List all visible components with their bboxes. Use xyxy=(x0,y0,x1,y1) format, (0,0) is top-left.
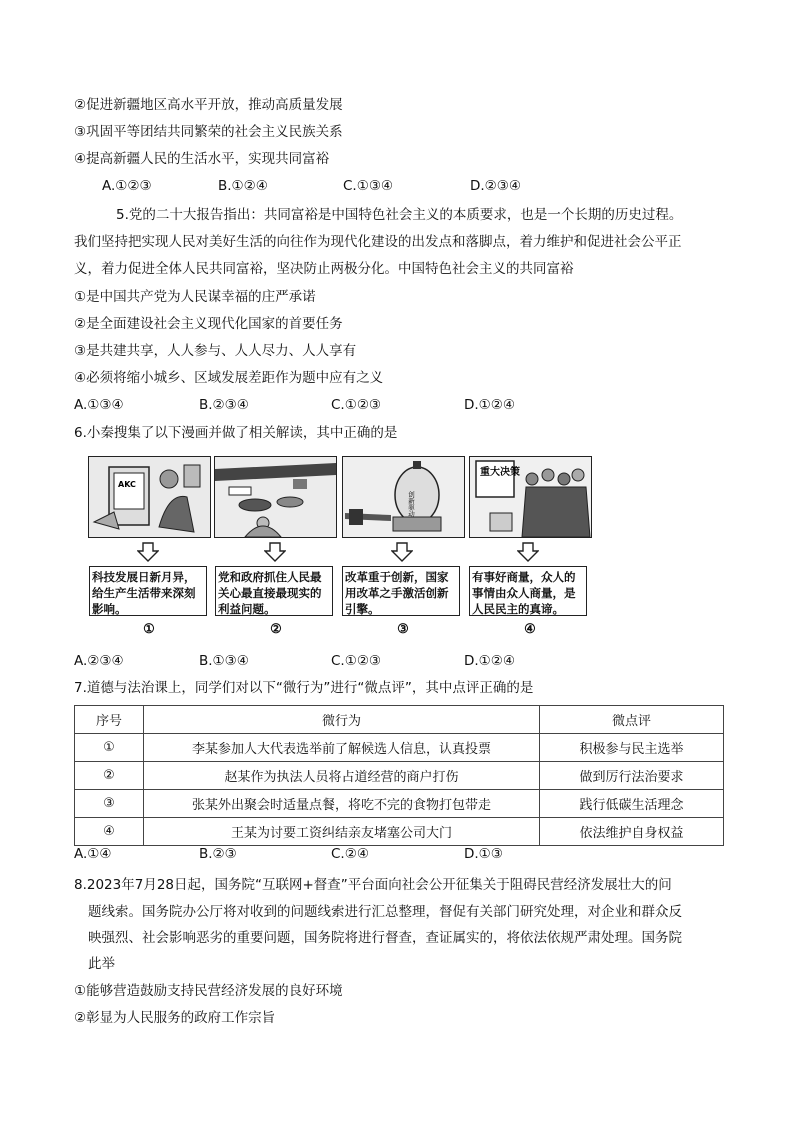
q5-stem-line-1: 5.党的二十大报告指出：共同富裕是中国特色社会主义的本质要求，也是一个长期的历史过程。 xyxy=(116,207,683,223)
cartoon-number-4: ④ xyxy=(524,622,536,637)
q7-option-b: B.②③ xyxy=(199,846,237,862)
cartoon-number-3: ③ xyxy=(397,622,409,637)
livelihood-cartoon-illustration xyxy=(215,457,336,537)
table-row xyxy=(75,762,724,790)
table-row xyxy=(75,790,724,818)
table-cell: ① xyxy=(75,734,144,762)
q6-option-b: B.①③④ xyxy=(199,653,249,669)
q8-item-1: ①能够营造鼓励支持民营经济发展的良好环境 xyxy=(74,983,343,999)
table-header-cell: 微行为 xyxy=(144,706,540,734)
table-cell: 王某为讨要工资纠结亲友堵塞公司大门 xyxy=(144,818,540,846)
q5-item-2: ②是全面建设社会主义现代化国家的首要任务 xyxy=(74,316,343,332)
table-cell: ② xyxy=(75,762,144,790)
cartoon-caption-1: 科技发展日新月异，给生产生活带来深刻影响。 xyxy=(89,566,207,616)
table-cell: 践行低碳生活理念 xyxy=(540,790,724,818)
down-arrow-icon xyxy=(137,542,159,562)
q8-stem-line-2: 题线索。国务院办公厅将对收到的问题线索进行汇总整理，督促有关部门研究处理，对企业和群众反 xyxy=(88,904,682,920)
down-arrow-icon xyxy=(517,542,539,562)
q5-stem-line-3: 义，着力促进全体人民共同富裕，坚决防止两极分化。中国特色社会主义的共同富裕 xyxy=(74,261,574,277)
q5-option-d: D.①②④ xyxy=(464,397,515,413)
q4-item-4: ④提高新疆人民的生活水平，实现共同富裕 xyxy=(74,151,330,167)
cartoon-caption-3: 改革重于创新，国家用改革之手激活创新引擎。 xyxy=(342,566,460,616)
cartoon-number-2: ② xyxy=(270,622,282,637)
table-cell: 积极参与民主选举 xyxy=(540,734,724,762)
table-row xyxy=(75,734,724,762)
q4-option-d: D.②③④ xyxy=(470,178,521,194)
behavior-table xyxy=(74,705,724,846)
q5-option-c: C.①②③ xyxy=(331,397,382,413)
q6-stem: 6.小秦搜集了以下漫画并做了相关解读，其中正确的是 xyxy=(74,425,398,441)
down-arrow-icon xyxy=(391,542,413,562)
q7-option-a: A.①④ xyxy=(74,846,112,862)
q4-option-c: C.①③④ xyxy=(343,178,394,194)
cartoon-panel-4 xyxy=(469,456,592,538)
table-cell: 做到厉行法治要求 xyxy=(540,762,724,790)
q6-option-a: A.②③④ xyxy=(74,653,124,669)
q5-stem-line-2: 我们坚持把实现人民对美好生活的向往作为现代化建设的出发点和落脚点，着力维护和促进社会公平正 xyxy=(74,234,682,250)
cartoon-panel-2 xyxy=(214,456,337,538)
democracy-cartoon-illustration xyxy=(470,457,591,537)
table-header-cell: 序号 xyxy=(75,706,144,734)
q5-item-1: ①是中国共产党为人民谋幸福的庄严承诺 xyxy=(74,289,316,305)
panel-4-label: 重大决策 xyxy=(480,467,520,478)
cartoon-caption-2: 党和政府抓住人民最关心最直接最现实的利益问题。 xyxy=(215,566,333,616)
down-arrow-icon xyxy=(264,542,286,562)
cartoon-number-1: ① xyxy=(143,622,155,637)
q5-option-a: A.①③④ xyxy=(74,397,124,413)
q4-option-a: A.①②③ xyxy=(102,178,152,194)
q4-item-3: ③巩固平等团结共同繁荣的社会主义民族关系 xyxy=(74,124,343,140)
q6-option-d: D.①②④ xyxy=(464,653,515,669)
q7-stem: 7.道德与法治课上，同学们对以下“微行为”进行“微点评”，其中点评正确的是 xyxy=(74,680,534,696)
q5-item-3: ③是共建共享，人人参与、人人尽力、人人享有 xyxy=(74,343,357,359)
cartoon-panel-1 xyxy=(88,456,211,538)
table-cell: 张某外出聚会时适量点餐，将吃不完的食物打包带走 xyxy=(144,790,540,818)
q7-option-d: D.①③ xyxy=(464,846,503,862)
panel-1-label: AKC xyxy=(118,480,136,489)
table-header-cell: 微点评 xyxy=(540,706,724,734)
q8-item-2: ②彰显为人民服务的政府工作宗旨 xyxy=(74,1010,276,1026)
table-cell: ③ xyxy=(75,790,144,818)
q8-stem-line-1: 8.2023年7月28日起，国务院“互联网+督查”平台面向社会公开征集关于阻碍民营经济发展壮大的问 xyxy=(74,877,672,893)
table-row xyxy=(75,818,724,846)
q6-option-c: C.①②③ xyxy=(331,653,382,669)
cartoon-panel-3 xyxy=(342,456,465,538)
table-cell: 李某参加人大代表选举前了解候选人信息，认真投票 xyxy=(144,734,540,762)
table-cell: ④ xyxy=(75,818,144,846)
q4-item-2: ②促进新疆地区高水平开放，推动高质量发展 xyxy=(74,97,343,113)
q4-option-b: B.①②④ xyxy=(218,178,268,194)
table-cell: 依法维护自身权益 xyxy=(540,818,724,846)
q7-option-c: C.②④ xyxy=(331,846,369,862)
panel-3-label: 创新驱动 xyxy=(407,491,415,517)
q5-option-b: B.②③④ xyxy=(199,397,249,413)
q8-stem-line-3: 映强烈、社会影响恶劣的重要问题，国务院将进行督查，查证属实的，将依法依规严肃处理。国务院 xyxy=(88,930,682,946)
table-header-row xyxy=(75,706,724,734)
cartoon-caption-4: 有事好商量，众人的事情由众人商量，是人民民主的真谛。 xyxy=(469,566,587,616)
tech-cartoon-illustration xyxy=(89,457,210,537)
table-cell: 赵某作为执法人员将占道经营的商户打伤 xyxy=(144,762,540,790)
innovation-cartoon-illustration xyxy=(343,457,464,537)
q8-stem-line-4: 此举 xyxy=(88,956,115,972)
q5-item-4: ④必须将缩小城乡、区域发展差距作为题中应有之义 xyxy=(74,370,384,386)
